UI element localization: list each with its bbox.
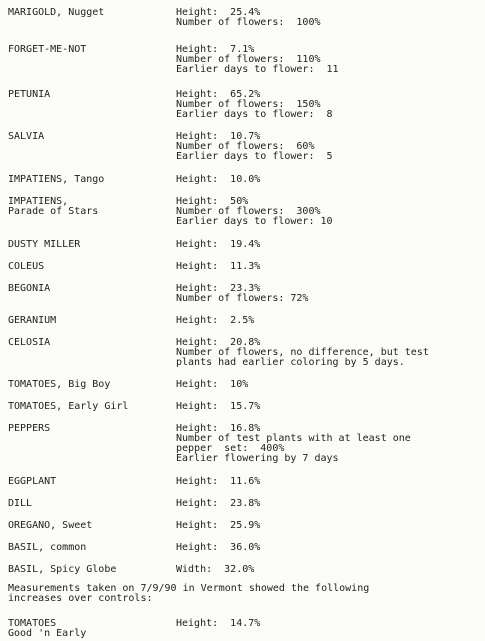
measurements	[176, 175, 260, 185]
measurement-line: Height: 2.5%	[176, 315, 255, 326]
measurements	[176, 90, 333, 120]
measurement-line: Width: 32.0%	[176, 564, 255, 575]
plant-name-line: IMPATIENS,	[8, 196, 69, 207]
measurement-line: Height: 23.3%	[176, 283, 261, 294]
measurements	[176, 316, 254, 326]
plant-name	[8, 424, 50, 434]
plant-name-line: COLEUS	[8, 261, 45, 272]
measurement-line: Height: 15.7%	[176, 401, 261, 412]
plant-name-line: PETUNIA	[8, 89, 51, 100]
plant-name-line: GERANIUM	[8, 315, 57, 326]
plant-name-line: IMPATIENS, Tango	[8, 174, 105, 185]
plant-name-line: TOMATOES, Big Boy	[8, 379, 111, 390]
measurements	[176, 380, 248, 390]
plant-name	[8, 175, 104, 185]
measurement-line: pepper set: 400%	[176, 443, 285, 454]
plant-name	[8, 284, 50, 294]
plant-name-line: FORGET-ME-NOT	[8, 44, 87, 55]
plant-name-line: PEPPERS	[8, 423, 51, 434]
plant-name	[8, 499, 32, 509]
measurements	[176, 619, 260, 629]
measurement-line: Height: 23.8%	[176, 498, 261, 509]
measurements	[176, 132, 333, 162]
plant-name	[8, 45, 86, 55]
measurement-line: Number of flowers: 110%	[176, 54, 321, 65]
measurement-line: Height: 65.2%	[176, 89, 261, 100]
plant-name	[8, 565, 116, 575]
measurement-line: plants had earlier coloring by 5 days.	[176, 357, 405, 368]
measurements	[176, 8, 321, 28]
measurements	[176, 338, 429, 368]
measurements	[176, 240, 260, 250]
measurement-line: Height: 50%	[176, 196, 249, 207]
plant-name	[8, 197, 98, 217]
measurement-line: Height: 10%	[176, 379, 249, 390]
measurements	[176, 521, 260, 531]
plant-name	[8, 240, 80, 250]
measurement-line: Height: 10.7%	[176, 131, 261, 142]
plant-name-line: BASIL, common	[8, 542, 87, 553]
plant-name-line: DILL	[8, 498, 33, 509]
measurement-line: Height: 25.4%	[176, 7, 261, 18]
plant-name-line: BEGONIA	[8, 283, 51, 294]
plant-name	[8, 477, 56, 487]
plant-name-line: TOMATOES	[8, 618, 57, 629]
measurement-line: Height: 36.0%	[176, 542, 261, 553]
plant-name-line: Good 'n Early	[8, 628, 87, 639]
measurement-line: Number of flowers: 72%	[176, 293, 309, 304]
measurement-line: Number of flowers: 300%	[176, 206, 321, 217]
plant-name-line: DUSTY MILLER	[8, 239, 81, 250]
measurement-line: Earlier days to flower: 11	[176, 64, 339, 75]
plant-name	[8, 402, 128, 412]
measurement-line: Earlier days to flower: 8	[176, 109, 333, 120]
plant-name	[8, 543, 86, 553]
measurements	[176, 477, 260, 487]
plant-name-line: CELOSIA	[8, 337, 51, 348]
plant-name	[8, 8, 104, 18]
plant-name-line: MARIGOLD, Nugget	[8, 7, 105, 18]
measurement-line: Height: 25.9%	[176, 520, 261, 531]
plant-name-line: SALVIA	[8, 131, 45, 142]
measurement-line: Height: 14.7%	[176, 618, 261, 629]
plant-name-line: Parade of Stars	[8, 206, 99, 217]
plant-name-line: OREGANO, Sweet	[8, 520, 93, 531]
plant-name	[8, 380, 110, 390]
measurement-line: Height: 11.3%	[176, 261, 261, 272]
measurement-line: Earlier days to flower: 10	[176, 216, 333, 227]
plant-name	[8, 619, 86, 639]
plant-name	[8, 132, 44, 142]
measurement-line: Number of test plants with at least one	[176, 433, 411, 444]
measurements	[176, 424, 411, 464]
measurement-line: Height: 10.0%	[176, 174, 261, 185]
measurement-line: Number of flowers: 150%	[176, 99, 321, 110]
plant-name	[8, 262, 44, 272]
plant-name	[8, 521, 92, 531]
measurements	[176, 402, 260, 412]
measurement-line: Number of flowers, no difference, but test	[176, 347, 429, 358]
plant-name	[8, 316, 56, 326]
note-line: Measurements taken on 7/9/90 in Vermont showed the following	[8, 583, 370, 594]
measurement-line: Height: 11.6%	[176, 476, 261, 487]
measurement-line: Earlier days to flower: 5	[176, 151, 333, 162]
measurement-line: Height: 16.8%	[176, 423, 261, 434]
measurements	[176, 284, 308, 304]
plant-name	[8, 90, 50, 100]
measurements	[176, 197, 333, 227]
measurement-line: Number of flowers: 100%	[176, 17, 321, 28]
measurements	[176, 543, 260, 553]
measurement-note	[8, 584, 369, 604]
measurements	[176, 262, 260, 272]
plant-name-line: BASIL, Spicy Globe	[8, 564, 117, 575]
plant-name-line: EGGPLANT	[8, 476, 57, 487]
measurements	[176, 499, 260, 509]
note-line: increases over controls:	[8, 593, 153, 604]
measurement-line: Earlier flowering by 7 days	[176, 453, 339, 464]
plant-name	[8, 338, 50, 348]
measurement-line: Height: 19.4%	[176, 239, 261, 250]
plant-name-line: TOMATOES, Early Girl	[8, 401, 129, 412]
measurement-line: Height: 20.8%	[176, 337, 261, 348]
measurement-line: Number of flowers: 60%	[176, 141, 315, 152]
measurements	[176, 45, 339, 75]
measurements	[176, 565, 254, 575]
measurement-line: Height: 7.1%	[176, 44, 255, 55]
